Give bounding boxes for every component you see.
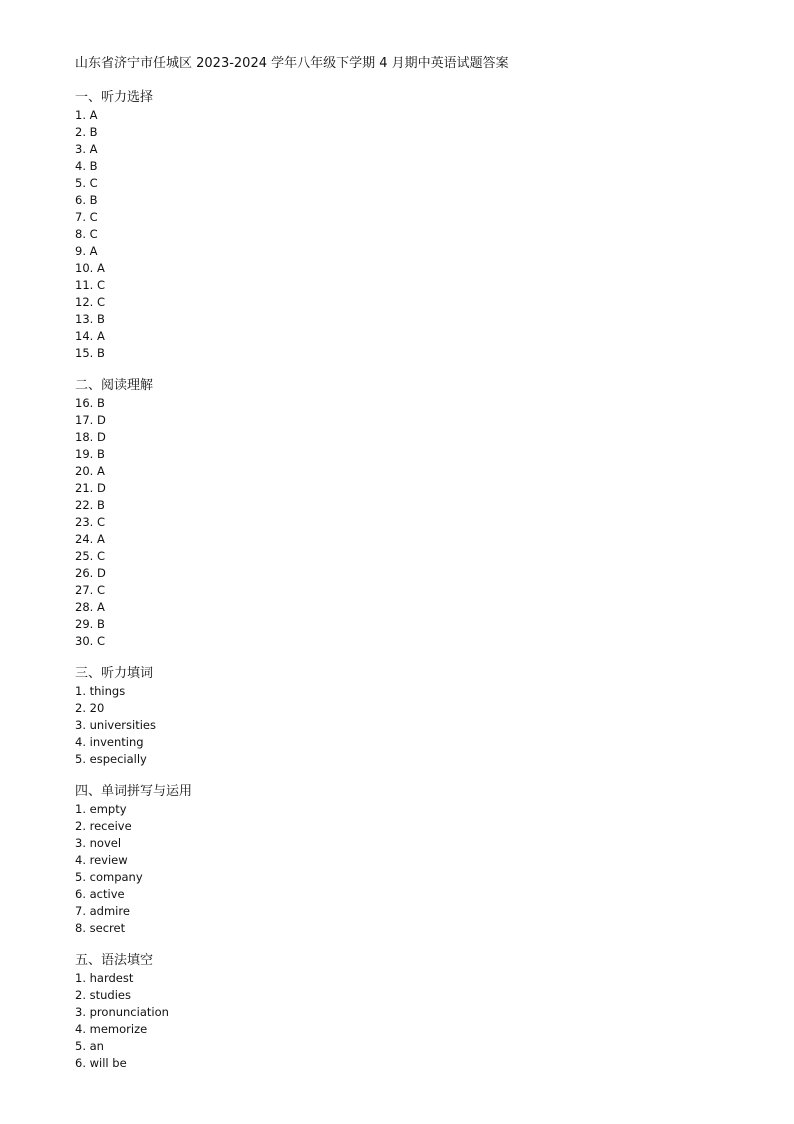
answer-item: 2. 20 [75, 701, 105, 715]
answer-item: 19. B [75, 447, 105, 461]
answer-sheet-page [75, 54, 755, 1087]
answer-item: 15. B [75, 346, 105, 360]
answer-item: 2. receive [75, 819, 132, 833]
answer-item: 8. C [75, 227, 98, 241]
sections-container [75, 89, 755, 1072]
answer-section [75, 89, 755, 362]
answer-item: 3. pronunciation [75, 1005, 169, 1019]
answer-item: 1. hardest [75, 971, 134, 985]
answer-item: 24. A [75, 532, 105, 546]
answer-item: 4. review [75, 853, 128, 867]
answer-item: 10. A [75, 261, 105, 275]
answer-item: 7. admire [75, 904, 130, 918]
answer-item: 28. A [75, 600, 105, 614]
answer-item: 12. C [75, 295, 105, 309]
answer-item: 3. A [75, 142, 98, 156]
answer-item: 17. D [75, 413, 106, 427]
answer-item: 27. C [75, 583, 105, 597]
answer-item: 16. B [75, 396, 105, 410]
answer-item: 18. D [75, 430, 106, 444]
section-heading: 一、听力选择 [75, 90, 154, 105]
answer-item: 4. memorize [75, 1022, 148, 1036]
answer-item: 23. C [75, 515, 105, 529]
answer-item: 4. inventing [75, 735, 144, 749]
answer-item: 20. A [75, 464, 105, 478]
answer-item: 6. B [75, 193, 98, 207]
answer-list [75, 395, 755, 650]
answer-item: 30. C [75, 634, 105, 648]
answer-item: 5. C [75, 176, 98, 190]
answer-item: 6. active [75, 887, 125, 901]
answer-item: 3. novel [75, 836, 122, 850]
answer-section [75, 377, 755, 650]
answer-item: 7. C [75, 210, 98, 224]
answer-item: 8. secret [75, 921, 126, 935]
answer-item: 25. C [75, 549, 105, 563]
answer-item: 14. A [75, 329, 105, 343]
answer-item: 1. empty [75, 802, 127, 816]
answer-item: 2. studies [75, 988, 131, 1002]
section-heading: 五、语法填空 [75, 953, 154, 968]
answer-item: 26. D [75, 566, 106, 580]
answer-item: 3. universities [75, 718, 156, 732]
section-heading: 二、阅读理解 [75, 378, 154, 393]
answer-item: 1. things [75, 684, 126, 698]
document-title: 山东省济宁市任城区 2023-2024 学年八年级下学期 4 月期中英语试题答案 [75, 56, 509, 71]
answer-item: 5. an [75, 1039, 104, 1053]
answer-list [75, 107, 755, 362]
section-heading: 三、听力填词 [75, 666, 154, 681]
answer-item: 9. A [75, 244, 98, 258]
answer-section [75, 665, 755, 768]
answer-item: 4. B [75, 159, 98, 173]
answer-list [75, 801, 755, 937]
answer-item: 1. A [75, 108, 98, 122]
answer-list [75, 970, 755, 1072]
answer-list [75, 683, 755, 768]
answer-item: 13. B [75, 312, 105, 326]
answer-item: 29. B [75, 617, 105, 631]
answer-item: 2. B [75, 125, 98, 139]
answer-item: 21. D [75, 481, 106, 495]
answer-item: 11. C [75, 278, 105, 292]
section-heading: 四、单词拼写与运用 [75, 784, 193, 799]
answer-item: 5. company [75, 870, 143, 884]
answer-item: 22. B [75, 498, 105, 512]
answer-item: 6. will be [75, 1056, 127, 1070]
answer-item: 5. especially [75, 752, 147, 766]
answer-section [75, 952, 755, 1072]
answer-section [75, 783, 755, 937]
